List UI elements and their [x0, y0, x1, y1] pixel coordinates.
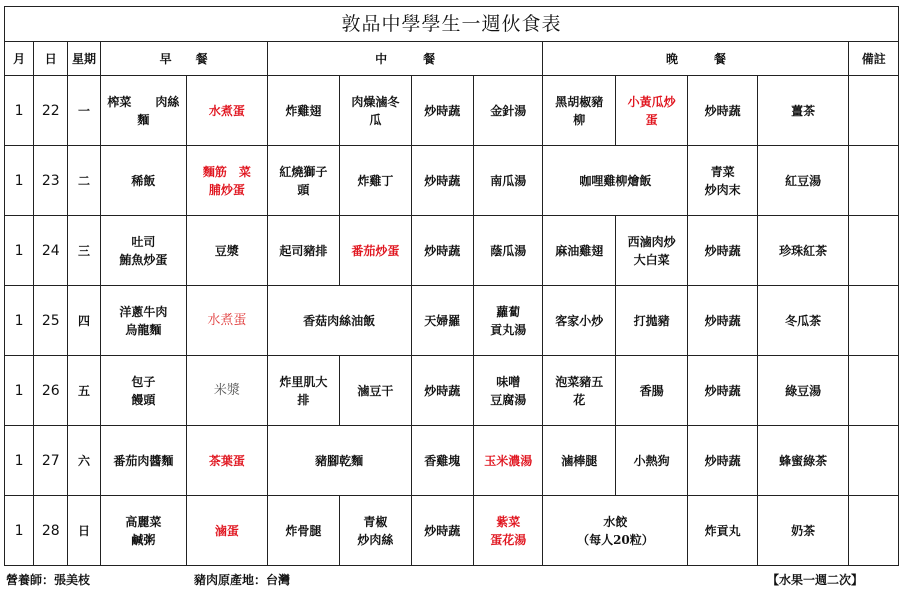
table-row — [5, 76, 899, 146]
header-day: 日 — [34, 42, 68, 76]
cell-day: 24 — [34, 216, 68, 286]
cell-day: 25 — [34, 286, 68, 356]
cell-d1: 黑胡椒豬 柳 — [543, 76, 615, 146]
cell-d2: 西滷肉炒 大白菜 — [615, 216, 687, 286]
cell-remark — [849, 356, 899, 426]
cell-l3: 香雞塊 — [411, 426, 473, 496]
cell-l1: 起司豬排 — [267, 216, 339, 286]
cell-b1: 吐司 鮪魚炒蛋 — [100, 216, 187, 286]
cell-day: 27 — [34, 426, 68, 496]
cell-month: 1 — [5, 356, 34, 426]
menu-table — [4, 6, 899, 566]
fruit-note: 【水果一週二次】 — [766, 573, 863, 587]
cell-l4: 味噌 豆腐湯 — [474, 356, 543, 426]
cell-l4: 紫菜 蛋花湯 — [474, 496, 543, 566]
cell-d1: 滷棒腿 — [543, 426, 615, 496]
cell-month: 1 — [5, 426, 34, 496]
cell-remark — [849, 496, 899, 566]
cell-remark — [849, 216, 899, 286]
cell-weekday: 五 — [68, 356, 100, 426]
cell-d2: 打拋豬 — [615, 286, 687, 356]
cell-d3: 炸貢丸 — [688, 496, 757, 566]
menu-sheet — [4, 6, 899, 566]
menu-rows — [5, 76, 899, 566]
cell-l2: 肉燥滷冬 瓜 — [340, 76, 411, 146]
cell-b2: 水煮蛋 — [187, 76, 268, 146]
header-lunch: 中 餐 — [267, 42, 543, 76]
cell-day: 23 — [34, 146, 68, 216]
table-row — [5, 356, 899, 426]
cell-b1: 稀飯 — [100, 146, 187, 216]
cell-remark — [849, 286, 899, 356]
header-weekday: 星期 — [68, 42, 100, 76]
table-row — [5, 496, 899, 566]
cell-weekday: 日 — [68, 496, 100, 566]
cell-month: 1 — [5, 496, 34, 566]
cell-d1: 客家小炒 — [543, 286, 615, 356]
cell-month: 1 — [5, 76, 34, 146]
cell-remark — [849, 146, 899, 216]
cell-weekday: 三 — [68, 216, 100, 286]
cell-month: 1 — [5, 286, 34, 356]
cell-d3: 炒時蔬 — [688, 216, 757, 286]
header-dinner: 晚 餐 — [543, 42, 849, 76]
cell-l4: 蘿蔔 貢丸湯 — [474, 286, 543, 356]
cell-b1: 洋蔥牛肉 烏龍麵 — [100, 286, 187, 356]
cell-l3: 炒時蔬 — [411, 76, 473, 146]
cell-weekday: 一 — [68, 76, 100, 146]
cell-b2: 茶葉蛋 — [187, 426, 268, 496]
cell-d1: 麻油雞翅 — [543, 216, 615, 286]
cell-l4: 蔭瓜湯 — [474, 216, 543, 286]
cell-d3: 炒時蔬 — [688, 356, 757, 426]
cell-l4: 金針湯 — [474, 76, 543, 146]
cell-l2: 滷豆干 — [340, 356, 411, 426]
cell-remark — [849, 76, 899, 146]
cell-d2: 小熱狗 — [615, 426, 687, 496]
cell-l3: 天婦羅 — [411, 286, 473, 356]
table-row — [5, 146, 899, 216]
cell-l4: 玉米濃湯 — [474, 426, 543, 496]
nutritionist-label: 營養師：張美枝 — [6, 573, 91, 587]
cell-weekday: 二 — [68, 146, 100, 216]
footer — [4, 571, 899, 587]
cell-b1: 榨菜 肉絲 麵 — [100, 76, 187, 146]
table-row — [5, 426, 899, 496]
cell-l3: 炒時蔬 — [411, 146, 473, 216]
cell-b2: 滷蛋 — [187, 496, 268, 566]
cell-d12: 水餃 （每人20粒） — [543, 496, 688, 566]
cell-day: 26 — [34, 356, 68, 426]
cell-b2: 豆漿 — [187, 216, 268, 286]
cell-d4: 綠豆湯 — [757, 356, 849, 426]
cell-d4: 蜂蜜綠茶 — [757, 426, 849, 496]
cell-l4: 南瓜湯 — [474, 146, 543, 216]
cell-day: 28 — [34, 496, 68, 566]
cell-b2: 麵筋 菜 脯炒蛋 — [187, 146, 268, 216]
cell-b1: 高麗菜 鹹粥 — [100, 496, 187, 566]
cell-l3: 炒時蔬 — [411, 496, 473, 566]
cell-d4: 冬瓜茶 — [757, 286, 849, 356]
cell-weekday: 六 — [68, 426, 100, 496]
page-title: 敦品中學學生一週伙食表 — [5, 7, 899, 42]
cell-month: 1 — [5, 146, 34, 216]
header-remark: 備註 — [849, 42, 899, 76]
cell-day: 22 — [34, 76, 68, 146]
cell-d4: 紅豆湯 — [757, 146, 849, 216]
cell-d3: 炒時蔬 — [688, 426, 757, 496]
cell-l12: 香菇肉絲油飯 — [267, 286, 411, 356]
cell-d1: 泡菜豬五 花 — [543, 356, 615, 426]
cell-d2: 香腸 — [615, 356, 687, 426]
cell-d4: 珍珠紅茶 — [757, 216, 849, 286]
cell-d3: 炒時蔬 — [688, 286, 757, 356]
header-month: 月 — [5, 42, 34, 76]
cell-d3: 炒時蔬 — [688, 76, 757, 146]
table-row — [5, 286, 899, 356]
cell-l1: 炸骨腿 — [267, 496, 339, 566]
cell-l3: 炒時蔬 — [411, 356, 473, 426]
header-row — [5, 42, 899, 76]
pork-origin-label: 豬肉原產地：台灣 — [194, 573, 291, 587]
cell-l2: 青椒 炒肉絲 — [340, 496, 411, 566]
cell-d3: 青菜 炒肉末 — [688, 146, 757, 216]
cell-l1: 炸里肌大 排 — [267, 356, 339, 426]
cell-month: 1 — [5, 216, 34, 286]
cell-l1: 炸雞翅 — [267, 76, 339, 146]
table-row — [5, 216, 899, 286]
cell-l12: 豬腳乾麵 — [267, 426, 411, 496]
cell-d2: 小黃瓜炒 蛋 — [615, 76, 687, 146]
cell-b1: 番茄肉醬麵 — [100, 426, 187, 496]
header-breakfast: 早 餐 — [100, 42, 267, 76]
cell-l2: 炸雞丁 — [340, 146, 411, 216]
cell-b2: 米漿 — [187, 356, 268, 426]
cell-d4: 薑茶 — [757, 76, 849, 146]
cell-d4: 奶茶 — [757, 496, 849, 566]
cell-remark — [849, 426, 899, 496]
cell-l3: 炒時蔬 — [411, 216, 473, 286]
cell-weekday: 四 — [68, 286, 100, 356]
cell-b1: 包子 饅頭 — [100, 356, 187, 426]
cell-l1: 紅燒獅子 頭 — [267, 146, 339, 216]
cell-l2: 番茄炒蛋 — [340, 216, 411, 286]
cell-d12: 咖哩雞柳燴飯 — [543, 146, 688, 216]
cell-b2: 水煮蛋 — [187, 286, 268, 356]
